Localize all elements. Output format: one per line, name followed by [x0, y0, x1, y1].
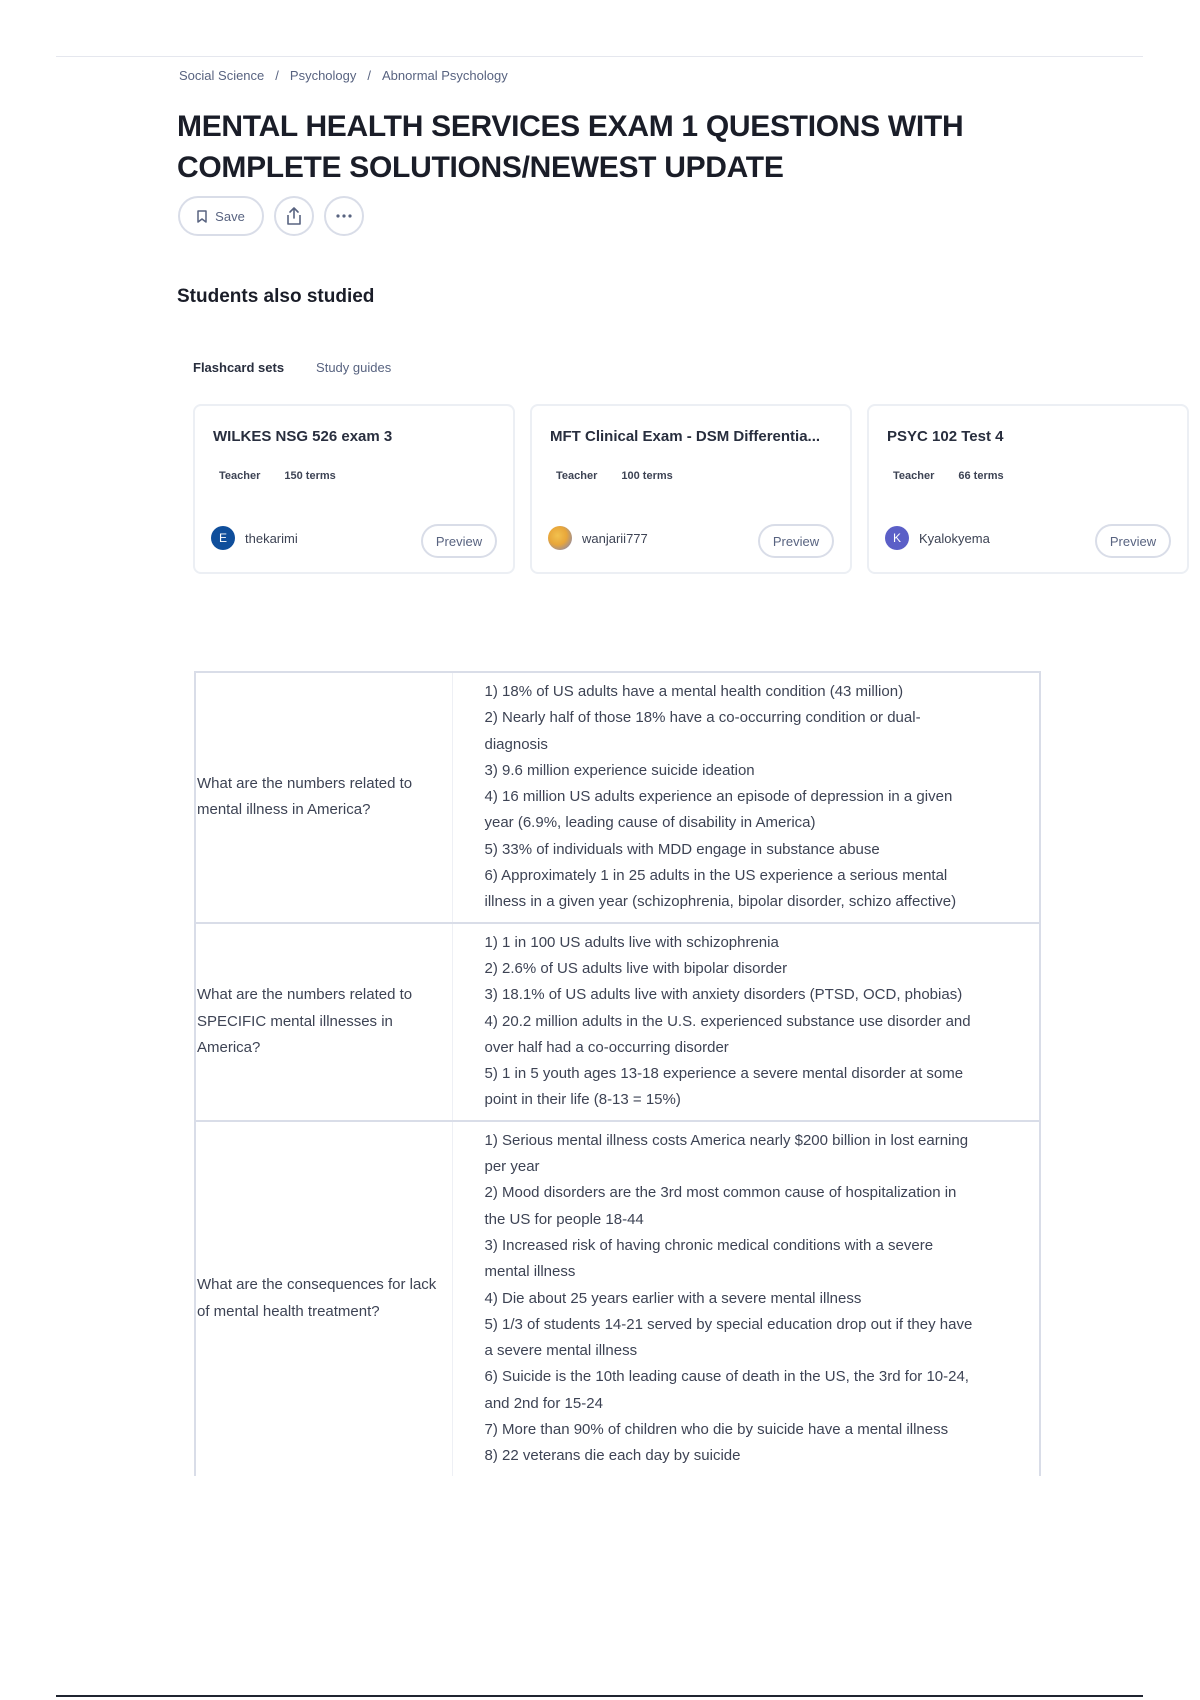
- definition-line: 8) 22 veterans die each day by suicide: [484, 1447, 741, 1465]
- breadcrumb-separator: /: [367, 68, 372, 83]
- definition-line: 5) 1 in 5 youth ages 13-18 experience a severe mental disorder at some point in their life (8-13 = 15%): [484, 1065, 964, 1109]
- definition-cell: [452, 923, 1040, 1121]
- breadcrumb-separator: /: [275, 68, 279, 83]
- study-set-card[interactable]: [867, 404, 1189, 574]
- definition-line: 3) 9.6 million experience suicide ideation: [484, 761, 755, 779]
- card-meta: [556, 470, 673, 482]
- card-role: Teacher: [556, 470, 598, 482]
- card-meta: [219, 470, 336, 482]
- definition-line: 5) 33% of individuals with MDD engage in substance abuse: [484, 840, 880, 858]
- card-role: Teacher: [893, 470, 935, 482]
- more-icon: [335, 213, 353, 219]
- definition-line: 1) 18% of US adults have a mental health condition (43 million): [484, 683, 904, 700]
- card-title: MFT Clinical Exam - DSM Differentia...: [550, 428, 821, 445]
- page-title: MENTAL HEALTH SERVICES EXAM 1 QUESTIONS WITH COMPLETE SOLUTIONS/NEWEST UPDATE: [177, 110, 964, 184]
- qa-table: [194, 671, 1041, 1476]
- breadcrumb-social-science[interactable]: Social Science: [179, 68, 265, 83]
- save-label: Save: [215, 208, 245, 224]
- card-terms: 66 terms: [958, 470, 1004, 482]
- definition-cell: [452, 672, 1040, 923]
- definition-cell: [452, 1121, 1040, 1476]
- definition-line: 3) Increased risk of having chronic medical conditions with a severe mental illness: [484, 1236, 934, 1281]
- breadcrumb: [179, 68, 508, 83]
- avatar: E: [211, 526, 235, 550]
- term-cell: What are the numbers related to mental illness in America?: [195, 672, 452, 923]
- term-cell: What are the numbers related to SPECIFIC mental illnesses in America?: [195, 923, 452, 1121]
- bottom-divider: [56, 1695, 1143, 1697]
- definition-line: 3) 18.1% of US adults live with anxiety disorders (PTSD, OCD, phobias): [484, 986, 963, 1004]
- card-username: Kyalokyema: [919, 530, 990, 546]
- card-meta: [893, 470, 1004, 482]
- card-terms: 150 terms: [284, 470, 336, 482]
- card-title: WILKES NSG 526 exam 3: [213, 428, 393, 445]
- card-role: Teacher: [219, 470, 261, 482]
- definition-line: 1) Serious mental illness costs America nearly $200 billion in lost earning per year: [484, 1131, 969, 1176]
- breadcrumb-abnormal-psychology[interactable]: Abnormal Psychology: [382, 68, 508, 83]
- preview-button[interactable]: Preview: [421, 524, 497, 558]
- card-author[interactable]: [548, 526, 648, 550]
- students-also-studied-heading: Students also studied: [177, 286, 375, 307]
- table-row: [195, 923, 1040, 1121]
- tab-study-guides[interactable]: Study guides: [316, 360, 392, 375]
- top-divider: [56, 56, 1143, 57]
- action-bar: [178, 196, 364, 236]
- card-terms: 100 terms: [621, 470, 673, 482]
- avatar: K: [885, 526, 909, 550]
- more-button[interactable]: [324, 196, 364, 236]
- definition-line: 6) Suicide is the 10th leading cause of death in the US, the 3rd for 10-24, and 2nd for 15-24: [484, 1368, 969, 1412]
- definition-line: 6) Approximately 1 in 25 adults in the US experience a serious mental illness in a given year (schizophrenia, bipolar disorder, schizo affective): [484, 867, 957, 911]
- table-row: [195, 672, 1040, 923]
- definition-line: 2) Nearly half of those 18% have a co-occurring condition or dual-diagnosis: [484, 709, 921, 753]
- breadcrumb-psychology[interactable]: Psychology: [289, 68, 357, 83]
- avatar: [548, 526, 572, 550]
- definition-line: 4) 20.2 million adults in the U.S. experienced substance use disorder and over half had a co-occurring disorder: [484, 1012, 971, 1056]
- definition-line: 1) 1 in 100 US adults live with schizophrenia: [484, 933, 779, 951]
- study-set-card[interactable]: [530, 404, 852, 574]
- card-author[interactable]: [211, 526, 298, 550]
- share-button[interactable]: [274, 196, 314, 236]
- study-set-card[interactable]: [193, 404, 515, 574]
- card-username: wanjarii777: [582, 530, 648, 546]
- definition-line: 5) 1/3 of students 14-21 served by special education drop out if they have a severe mental illness: [484, 1315, 973, 1360]
- card-username: thekarimi: [245, 530, 298, 546]
- definition-line: 2) Mood disorders are the 3rd most common cause of hospitalization in the US for people 18-44: [484, 1184, 957, 1228]
- share-icon: [285, 206, 303, 226]
- definition-line: 4) Die about 25 years earlier with a severe mental illness: [484, 1289, 862, 1307]
- card-author[interactable]: [885, 526, 990, 550]
- tab-flashcard-sets[interactable]: Flashcard sets: [193, 360, 285, 375]
- preview-button[interactable]: Preview: [1095, 524, 1171, 558]
- table-row: [195, 1121, 1040, 1476]
- definition-line: 4) 16 million US adults experience an episode of depression in a given year (6.9%, leading cause of disability in America): [484, 788, 953, 832]
- study-set-carousel[interactable]: [193, 404, 1157, 576]
- preview-button[interactable]: Preview: [758, 524, 834, 558]
- definition-line: 2) 2.6% of US adults live with bipolar disorder: [484, 959, 788, 977]
- save-button[interactable]: [178, 196, 264, 236]
- definition-line: 7) More than 90% of children who die by suicide have a mental illness: [484, 1421, 949, 1439]
- card-title: PSYC 102 Test 4: [887, 428, 1004, 445]
- study-tabs: [193, 360, 391, 375]
- bookmark-icon: [197, 210, 207, 223]
- term-cell: What are the consequences for lack of mental health treatment?: [195, 1121, 452, 1476]
